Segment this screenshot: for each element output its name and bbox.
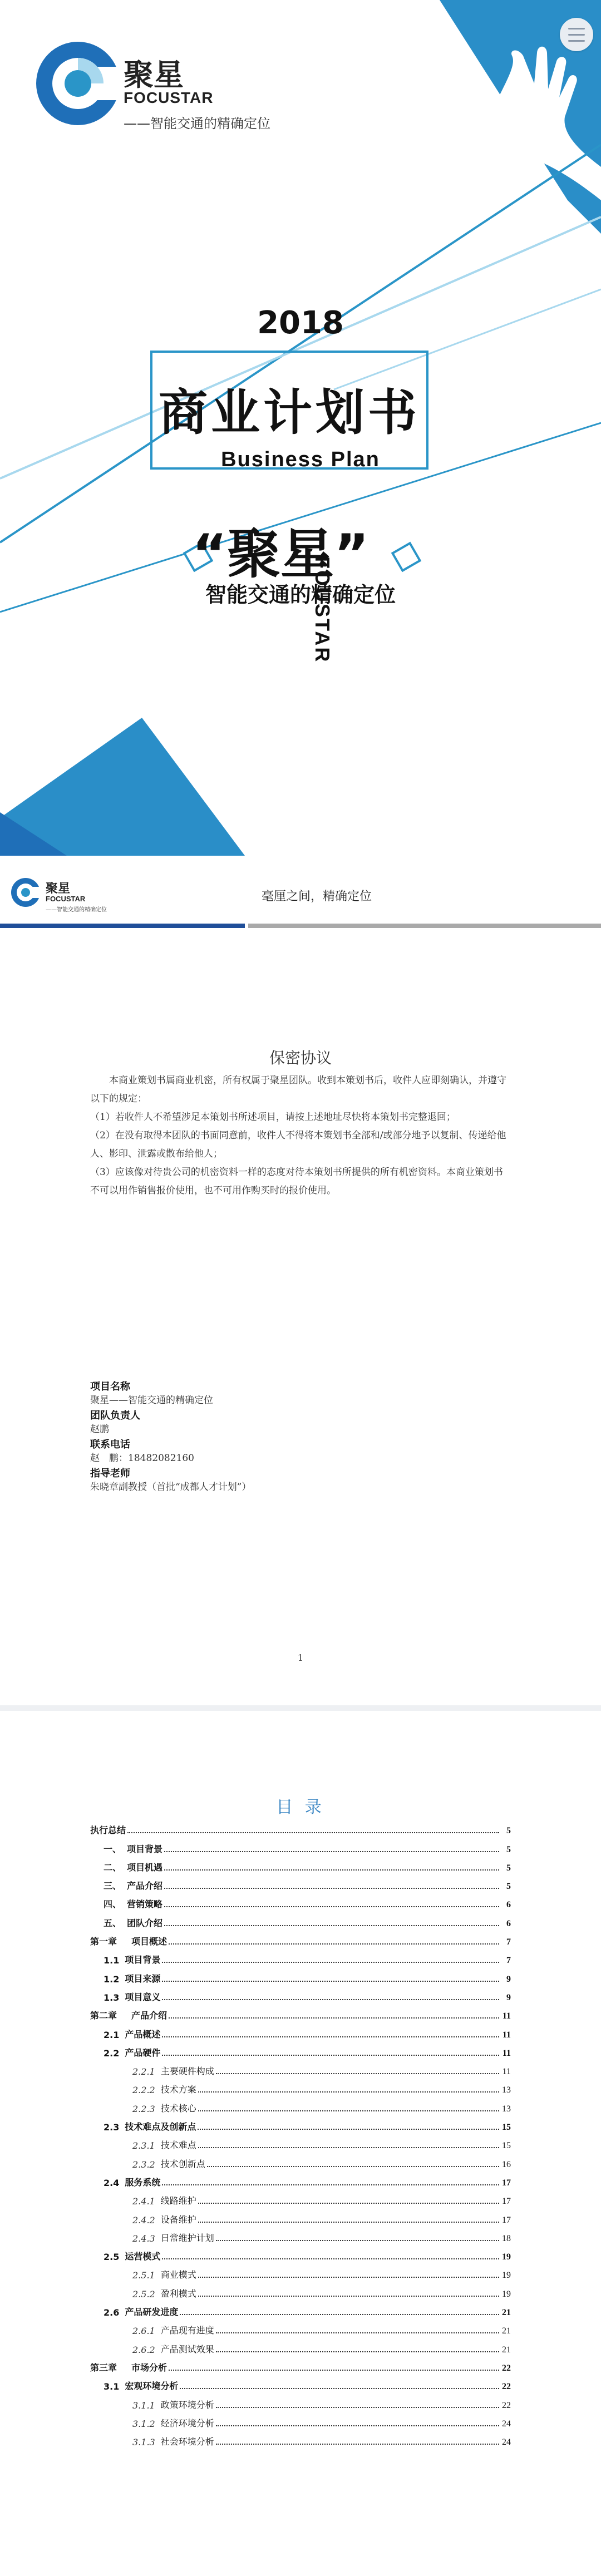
paragraph: （3）应该像对待贵公司的机密资料一样的态度对待本策划书所提供的所有机密资料。本商业策划书不可以用作销售报价使用，也不可用作购买时的报价使用。 xyxy=(90,1167,503,1196)
toc-entry-text: 线路维护 xyxy=(160,2195,196,2207)
toc-leader-dots xyxy=(164,1888,499,1889)
toc-entry-number: 2.2.1 xyxy=(132,2066,155,2077)
toc-entry[interactable] xyxy=(90,2153,511,2172)
toc-entry[interactable] xyxy=(90,2079,511,2098)
toc-entry[interactable] xyxy=(90,2283,511,2301)
toc-entry-text: 日常维护计划 xyxy=(160,2232,214,2243)
toc-entry[interactable] xyxy=(90,1968,511,1986)
toc-entry[interactable] xyxy=(90,2264,511,2283)
toc-entry[interactable] xyxy=(90,1912,511,1931)
toc-entry-page: 16 xyxy=(502,2159,511,2169)
toc-leader-dots xyxy=(127,1832,499,1833)
toc-entry-text: 产品介绍 xyxy=(131,2010,168,2021)
project-info xyxy=(90,1379,480,1494)
toc-entry-text: 经济环境分析 xyxy=(160,2417,214,2429)
toc-leader-dots xyxy=(198,2203,499,2204)
toc-entry-number: 五、 xyxy=(104,1917,122,1928)
toc-entry[interactable] xyxy=(90,2024,511,2042)
toc-leader-dots xyxy=(169,1943,499,1945)
toc-entry-number: 第一章 xyxy=(90,1936,117,1947)
toc-entry-number: 2.6.2 xyxy=(132,2344,155,2355)
confidentiality-title: 保密协议 xyxy=(269,1049,332,1067)
toc-entry-page: 19 xyxy=(502,2289,511,2299)
toc-entry-number: 2.3.1 xyxy=(132,2140,155,2151)
toc-entry-number: 2.5.2 xyxy=(132,2288,155,2299)
toc-entry-page: 17 xyxy=(502,2178,511,2188)
toc-entry-page: 22 xyxy=(502,2400,511,2410)
toc-entry[interactable] xyxy=(90,2209,511,2227)
toc-entry[interactable] xyxy=(90,2320,511,2338)
toc-leader-dots xyxy=(162,1962,499,1963)
toc-entry-page: 13 xyxy=(502,2104,511,2114)
toc-entry-text: 项目机遇 xyxy=(127,1862,163,1873)
toc-entry-text: 技术方案 xyxy=(160,2084,196,2095)
toc-entry-number: 四、 xyxy=(104,1899,122,1910)
header-logo-icon xyxy=(10,877,41,908)
toc-entry-number: 1.3 xyxy=(104,1992,120,2003)
toc-leader-dots xyxy=(216,2407,499,2408)
toc-entry[interactable] xyxy=(90,1838,511,1857)
toc-entry-number: 第三章 xyxy=(90,2362,117,2373)
toc-entry-text: 团队介绍 xyxy=(127,1917,163,1928)
toc-entry[interactable] xyxy=(90,2005,511,2024)
toc-leader-dots xyxy=(180,2314,499,2315)
toc-entry-page: 24 xyxy=(502,2437,511,2447)
toc-entry-number: 2.2.2 xyxy=(132,2085,155,2096)
toc-entry-number: 1.2 xyxy=(104,1973,120,1985)
toc-entry-number: 2.6 xyxy=(104,2307,120,2318)
toc-leader-dots xyxy=(198,2277,499,2278)
info-value: 赵鹏 xyxy=(90,1424,109,1435)
toc-entry[interactable] xyxy=(90,2228,511,2246)
header-motto: 毫厘之间，精确定位 xyxy=(262,890,372,904)
header-brand-en: FOCUSTAR xyxy=(46,895,86,903)
toc-entry-page: 21 xyxy=(502,2326,511,2336)
toc-entry-text: 项目背景 xyxy=(125,1955,161,1966)
toc-leader-dots xyxy=(207,2166,499,2167)
toc-leader-dots xyxy=(169,2017,499,2019)
toc-entry-number: 2.6.1 xyxy=(132,2326,155,2337)
toc-entry[interactable] xyxy=(90,1820,511,1838)
toc-leader-dots xyxy=(198,2110,499,2111)
info-label: 团队负责人 xyxy=(90,1410,140,1422)
toc-entry-page: 19 xyxy=(502,2252,511,2262)
toc-leader-dots xyxy=(216,2240,499,2241)
header-bar-blue xyxy=(0,924,245,928)
toc-entry-number: 2.2 xyxy=(104,2047,120,2059)
toc-entry-number: 3.1 xyxy=(104,2381,120,2392)
header-bar-gray xyxy=(248,924,601,928)
toc-entry[interactable] xyxy=(90,2431,511,2450)
paragraph: （1）若收件人不希望涉足本策划书所述项目，请按上述地址尽快将本策划书完整退回； xyxy=(90,1112,456,1123)
menu-button[interactable] xyxy=(560,18,593,51)
toc-entry-page: 18 xyxy=(502,2233,511,2243)
toc-entry-page: 11 xyxy=(502,2067,511,2077)
toc-entry-number: 2.4.1 xyxy=(132,2196,155,2207)
toc-entry-number: 2.3.2 xyxy=(132,2159,155,2170)
toc-leader-dots xyxy=(164,1906,499,1907)
toc-entry-text: 社会环境分析 xyxy=(160,2436,214,2447)
toc-leader-dots xyxy=(164,1925,499,1926)
brand-slogan: ——智能交通的精确定位 xyxy=(124,116,270,131)
diagonal-line-main xyxy=(0,145,601,542)
toc-entry-page: 11 xyxy=(502,2048,511,2058)
page-separator xyxy=(0,1705,601,1711)
confidentiality-page xyxy=(0,856,601,1705)
toc-entry-number: 2.4.2 xyxy=(132,2214,155,2225)
toc-entry-page: 7 xyxy=(506,1956,511,1966)
toc-entry-text: 技术核心 xyxy=(160,2103,196,2114)
toc-leader-dots xyxy=(162,1999,499,2000)
toc-leader-dots xyxy=(216,2444,499,2445)
brand-name-cn: 聚星 xyxy=(124,57,184,92)
toc-entry-text: 产品硬件 xyxy=(125,2047,161,2058)
header-slogan: ——智能交通的精确定位 xyxy=(46,907,107,913)
toc-entry-text: 技术难点 xyxy=(160,2140,196,2151)
toc-entry-number: 2.4 xyxy=(104,2177,120,2188)
toc-entry-text: 产品测试效果 xyxy=(160,2343,214,2355)
cover-vertical-text: FOUSTAR xyxy=(311,556,334,664)
brand-name-en: FOCUSTAR xyxy=(124,89,214,106)
toc-entry-page: 22 xyxy=(502,2382,511,2392)
menu-icon xyxy=(568,28,585,29)
toc-entry-page: 9 xyxy=(506,1992,511,2002)
toc-entry-text: 产品研发进度 xyxy=(125,2307,179,2318)
toc-entry-page: 21 xyxy=(502,2345,511,2355)
toc-entry-page: 5 xyxy=(506,1826,511,1836)
toc-entry-page: 24 xyxy=(502,2419,511,2429)
toc-leader-dots xyxy=(198,2147,499,2148)
toc-entry-text: 商业模式 xyxy=(160,2269,196,2281)
paragraph: （2）在没有取得本团队的书面同意前，收件人不得将本策划书全部和/或部分地予以复制、传递给他人、影印、泄露或散布给他人； xyxy=(90,1130,506,1159)
toc-leader-dots xyxy=(162,2258,499,2259)
diamond-marker-right xyxy=(392,543,420,570)
toc-title: 目 录 xyxy=(276,1798,325,1817)
toc-entry-page: 9 xyxy=(506,1974,511,1984)
toc-entry[interactable] xyxy=(90,1857,511,1876)
toc-entry-text: 项目背景 xyxy=(127,1843,163,1854)
toc-entry-text: 运营模式 xyxy=(125,2251,161,2262)
toc-entry-text: 产品现有进度 xyxy=(160,2325,214,2336)
toc-leader-dots xyxy=(169,2370,499,2371)
toc-entry[interactable] xyxy=(90,2061,511,2079)
toc-entry[interactable] xyxy=(90,1987,511,2005)
toc-entry[interactable] xyxy=(90,1931,511,1950)
toc-entry-text: 政策环境分析 xyxy=(160,2399,214,2410)
toc-entry[interactable] xyxy=(90,2302,511,2320)
cover-title: 商业计划书 xyxy=(158,384,420,441)
toc-page xyxy=(0,1711,601,2576)
toc-entry-number: 2.5 xyxy=(104,2252,120,2263)
toc-entry-text: 项目概述 xyxy=(131,1936,168,1947)
toc-entry[interactable] xyxy=(90,2376,511,2394)
info-label: 项目名称 xyxy=(90,1381,130,1393)
toc-entry-number: 二、 xyxy=(104,1862,122,1873)
toc-entry-page: 13 xyxy=(502,2085,511,2095)
toc-entry-text: 产品概述 xyxy=(125,2029,161,2040)
info-value: 聚星——智能交通的精确定位 xyxy=(90,1395,213,1406)
toc-entry-number: 3.1.1 xyxy=(132,2400,155,2411)
toc-entry[interactable] xyxy=(90,1894,511,1912)
toc-entry-number: 1.1 xyxy=(104,1955,120,1966)
toc-entry[interactable] xyxy=(90,2116,511,2135)
paragraph: 本商业策划书属商业机密，所有权属于聚星团队。收到本策划书后，收件人应即刻确认，并遵守以下的规定： xyxy=(90,1075,506,1104)
toc-entry-number: 3.1.3 xyxy=(132,2437,155,2448)
toc-leader-dots xyxy=(162,2036,499,2037)
toc-leader-dots xyxy=(216,2351,499,2352)
toc-entry-page: 17 xyxy=(502,2197,511,2207)
toc-entry-text: 项目来源 xyxy=(125,1973,161,1984)
toc-leader-dots xyxy=(198,2222,499,2223)
toc-entry-text: 营销策略 xyxy=(127,1899,163,1910)
toc-leader-dots xyxy=(180,2388,499,2389)
toc-entry-number: 2.3 xyxy=(104,2122,120,2133)
toc-entry-page: 6 xyxy=(506,1918,511,1928)
toc-entry[interactable] xyxy=(90,2413,511,2431)
toc-entry-page: 22 xyxy=(502,2363,511,2373)
cover-year: 2018 xyxy=(257,305,344,341)
toc-entry[interactable] xyxy=(90,2042,511,2061)
toc-entry[interactable] xyxy=(90,1950,511,1968)
toc-entry-page: 15 xyxy=(502,2141,511,2151)
info-label: 指导老师 xyxy=(90,1468,130,1479)
toc-leader-dots xyxy=(198,2091,499,2093)
toc-entry[interactable] xyxy=(90,2394,511,2412)
toc-entry-text: 主要硬件构成 xyxy=(160,2066,214,2077)
confidentiality-body xyxy=(90,1072,509,1200)
toc-leader-dots xyxy=(198,2296,499,2297)
toc-entry[interactable] xyxy=(90,2098,511,2116)
toc-leader-dots xyxy=(164,1851,499,1852)
toc-entry-page: 17 xyxy=(502,2215,511,2225)
toc-entry-number: 2.4.3 xyxy=(132,2233,155,2244)
toc-entry-text: 技术难点及创新点 xyxy=(125,2121,196,2133)
toc-entry-page: 19 xyxy=(502,2271,511,2281)
toc-entry[interactable] xyxy=(90,2357,511,2376)
info-label: 联系电话 xyxy=(90,1439,130,1450)
toc-entry-number: 3.1.2 xyxy=(132,2418,155,2429)
toc-entry-page: 7 xyxy=(506,1937,511,1947)
toc-entry[interactable] xyxy=(90,2190,511,2209)
cover-page xyxy=(0,0,601,856)
toc-entry-text: 宏观环境分析 xyxy=(125,2381,179,2392)
focustar-logo-icon xyxy=(36,42,122,125)
toc-entry-number: 第二章 xyxy=(90,2010,117,2021)
toc-leader-dots xyxy=(216,2425,499,2426)
toc-entry[interactable] xyxy=(90,2135,511,2153)
toc-entry[interactable] xyxy=(90,1876,511,1894)
toc-entry-text: 服务系统 xyxy=(125,2177,161,2188)
toc-entry-page: 11 xyxy=(502,2011,511,2021)
cover-project-name: “聚星” xyxy=(192,523,370,585)
toc-entry[interactable] xyxy=(90,2172,511,2190)
toc-leader-dots xyxy=(164,1869,499,1871)
toc-entry-text: 执行总结 xyxy=(90,1825,126,1836)
toc-entry-number: 一、 xyxy=(104,1843,122,1854)
toc-entry-text: 盈利模式 xyxy=(160,2288,196,2299)
toc-entry-number: 2.5.1 xyxy=(132,2270,155,2281)
toc-entry-text: 技术创新点 xyxy=(160,2158,205,2169)
toc-list xyxy=(90,1820,511,2450)
info-value: 朱晓章副教授（首批“成都人才计划”） xyxy=(90,1482,252,1493)
toc-entry-number: 三、 xyxy=(104,1881,122,1892)
toc-entry-number: 2.1 xyxy=(104,2029,120,2040)
toc-leader-dots xyxy=(162,1981,499,1982)
page-number: 1 xyxy=(297,1652,304,1663)
header-brand-cn: 聚星 xyxy=(46,882,71,896)
toc-entry-page: 11 xyxy=(502,2030,511,2040)
toc-entry-page: 5 xyxy=(506,1844,511,1854)
toc-entry[interactable] xyxy=(90,2338,511,2357)
toc-entry-text: 市场分析 xyxy=(131,2362,168,2373)
toc-entry-text: 项目意义 xyxy=(125,1991,161,2002)
toc-entry-page: 5 xyxy=(506,1882,511,1892)
toc-entry-number: 2.2.3 xyxy=(132,2103,155,2114)
toc-entry-text: 产品介绍 xyxy=(127,1881,163,1892)
toc-leader-dots xyxy=(216,2073,499,2074)
toc-leader-dots xyxy=(198,2129,499,2130)
info-value: 赵 鹏：18482082160 xyxy=(90,1453,194,1464)
bottom-left-triangle xyxy=(0,718,245,856)
toc-entry-page: 21 xyxy=(502,2308,511,2318)
toc-leader-dots xyxy=(216,2332,499,2333)
toc-entry[interactable] xyxy=(90,2246,511,2264)
toc-entry-page: 15 xyxy=(502,2123,511,2133)
toc-leader-dots xyxy=(162,2055,499,2056)
toc-leader-dots xyxy=(162,2184,499,2185)
cover-tagline: 智能交通的精确定位 xyxy=(205,583,396,607)
toc-entry-page: 6 xyxy=(506,1900,511,1910)
cover-subtitle-en: Business Plan xyxy=(221,448,380,471)
toc-entry-text: 设备维护 xyxy=(160,2214,196,2225)
toc-entry-page: 5 xyxy=(506,1863,511,1873)
